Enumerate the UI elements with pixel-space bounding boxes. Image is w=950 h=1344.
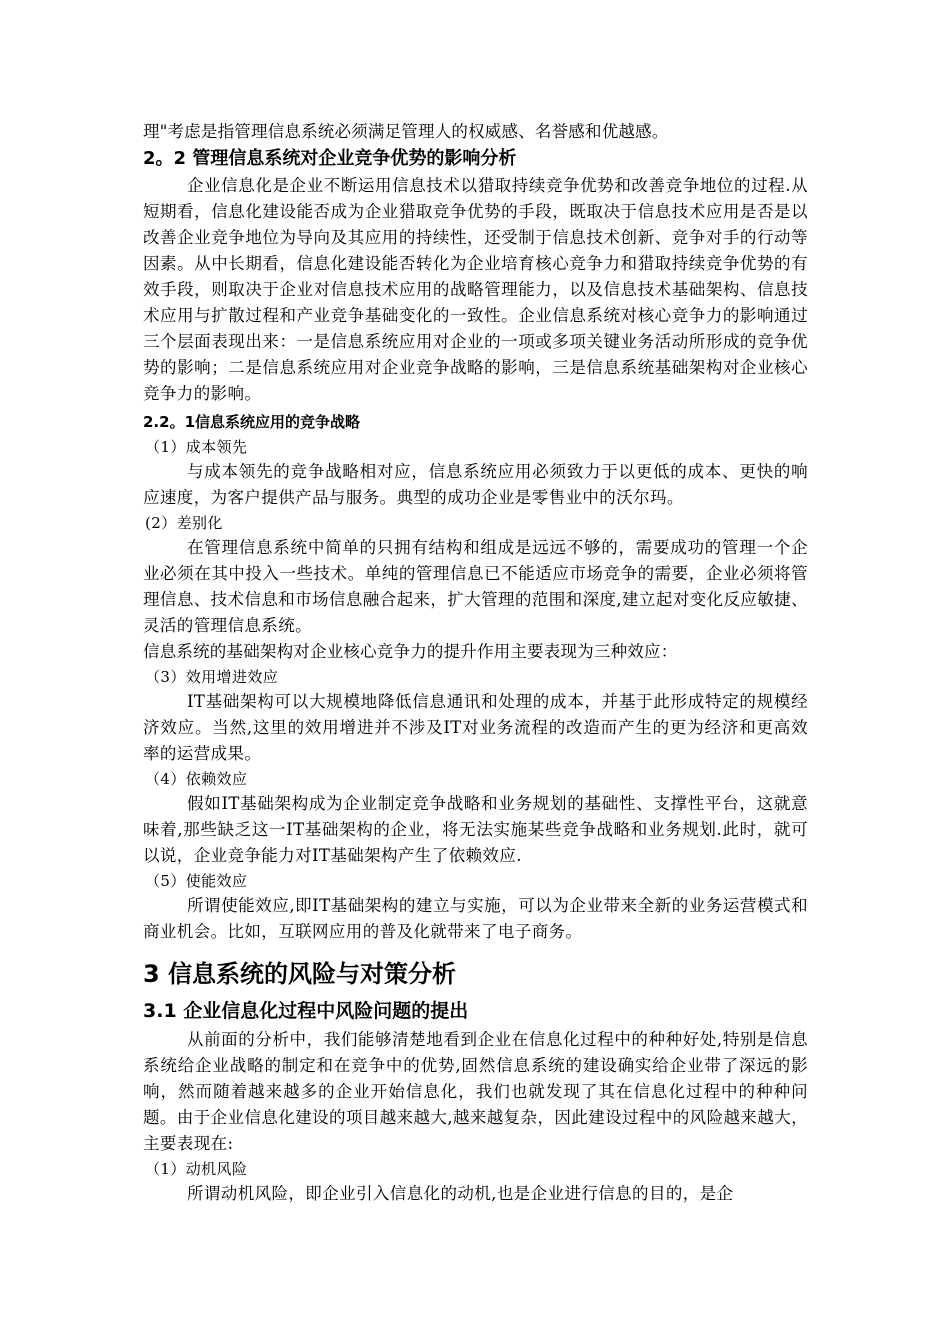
section-3-1-paragraph: 从前面的分析中，我们能够清楚地看到企业在信息化过程中的种种好处,特别是信息系统给企业战略的制定和在竞争中的优势,固然信息系统的建设确实给企业带了深远的影响，然而随着越来越多的企业开始信息化，我们也就发现了其在信息化过程中的种种问题。由于企业信息化建设的项目越来越大,越来越复杂，因此建设过程中的风险越来越大，主要表现在:	[143, 1030, 808, 1153]
item-differentiation: (2）差别化	[145, 514, 223, 532]
paragraph-differentiation: 在管理信息系统中简单的只拥有结构和组成是远远不够的，需要成功的管理一个企业必须在其中投入一些技术。单纯的管理信息已不能适应市场竞争的需要，企业必须将管理信息、技术信息和市场信息融合起来，扩大管理的范围和深度,建立起对变化反应敏捷、灵活的管理信息系统。	[143, 538, 808, 635]
section-3-1-heading: 3.1 企业信息化过程中风险问题的提出	[143, 1000, 469, 1022]
intro-line: 理"考虑是指管理信息系统必须满足管理人的权威感、名誉感和优越感。	[143, 122, 669, 141]
paragraph-motivation-risk: 所谓动机风险，即企业引入信息化的动机,也是企业进行信息的目的，是企	[187, 1184, 734, 1203]
paragraph-dependency-effect: 假如IT基础架构成为企业制定竞争战略和业务规划的基础性、支撑性平台，这就意味着,那些缺乏这一IT基础架构的企业，将无法实施某些竞争战略和业务规划.此时，就可以说，企业竞争能力对IT基础架构产生了依赖效应.	[143, 794, 808, 865]
item-cost-leadership: （1）成本领先	[145, 438, 248, 456]
section-2-2-heading: 2。2 管理信息系统对企业竞争优势的影响分析	[143, 148, 517, 169]
section-2-2-paragraph: 企业信息化是企业不断运用信息技术以猎取持续竞争优势和改善竞争地位的过程.从短期看，信息化建设能否成为企业猎取竞争优势的手段，既取决于信息技术应用是否是以改善企业竞争地位为导向及其应用的持续性，还受制于信息技术创新、竞争对手的行动等因素。从中长期看，信息化建设能否转化为企业培育核心竞争力和猎取持续竞争优势的有效手段，则取决于企业对信息技术应用的战略管理能力，以及信息技术基础架构、信息技术应用与扩散过程和产业竞争基础变化的一致性。企业信息系统对核心竞争力的影响通过三个层面表现出来：一是信息系统应用对企业的一项或多项关键业务活动所形成的竞争优势的影响；二是信息系统应用对企业竞争战略的影响，三是信息系统基础架构对企业核心竞争力的影响。	[143, 176, 808, 403]
document-body	[143, 119, 808, 1207]
item-dependency-effect: （4）依赖效应	[145, 770, 248, 788]
item-utility-effect: （3）效用增进效应	[145, 668, 279, 686]
section-3-heading: 3 信息系统的风险与对策分析	[143, 960, 457, 988]
lead-three-effects: 信息系统的基础架构对企业核心竞争力的提升作用主要表现为三种效应：	[143, 642, 678, 661]
section-2-2-1-heading: 2.2。1信息系统应用的竞争战略	[143, 413, 361, 431]
item-enabling-effect: （5）使能效应	[145, 872, 248, 890]
paragraph-utility-effect: IT基础架构可以大规模地降低信息通讯和处理的成本，并基于此形成特定的规模经济效应。当然,这里的效用增进并不涉及IT对业务流程的改造而产生的更为经济和更高效率的运营成果。	[143, 692, 808, 763]
paragraph-cost-leadership: 与成本领先的竞争战略相对应，信息系统应用必须致力于以更低的成本、更快的响应速度，为客户提供产品与服务。典型的成功企业是零售业中的沃尔玛。	[143, 462, 808, 507]
paragraph-enabling-effect: 所谓使能效应,即IT基础架构的建立与实施，可以为企业带来全新的业务运营模式和商业机会。比如，互联网应用的普及化就带来了电子商务。	[143, 896, 808, 941]
item-motivation-risk: （1）动机风险	[145, 1160, 248, 1178]
